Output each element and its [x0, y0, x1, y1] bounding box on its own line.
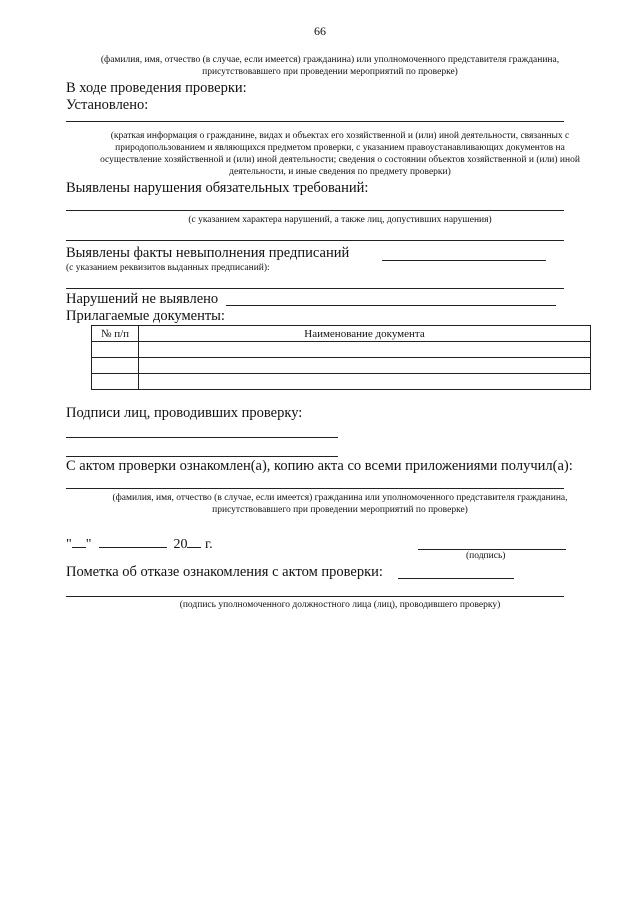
- col-name-header: Наименование документа: [139, 326, 591, 342]
- violations-line-2[interactable]: [66, 240, 564, 241]
- day-input[interactable]: [72, 535, 86, 548]
- row-number-cell[interactable]: [92, 342, 139, 358]
- row-name-cell[interactable]: [139, 374, 591, 390]
- violations-note: (с указанием характера нарушений, а также лиц, допустивших нарушения): [188, 215, 492, 225]
- inspection-note-line3: осуществление хозяйственной и (или) иной деятельности; сведения о состоянии объектов хозяйственной и (или) иной: [100, 155, 580, 165]
- acquainted-line[interactable]: [66, 488, 564, 489]
- prescriptions-inline-line[interactable]: [382, 260, 546, 261]
- signature-note: (подпись): [466, 551, 506, 561]
- violations-line-1[interactable]: [66, 210, 564, 211]
- date-quote-open: ": [66, 537, 72, 552]
- date-quote-close: ": [85, 537, 92, 552]
- established-heading: Установлено:: [66, 97, 149, 113]
- refusal-inline-line[interactable]: [398, 578, 514, 579]
- month-input[interactable]: [99, 535, 167, 548]
- refusal-heading: Пометка об отказе ознакомления с актом проверки:: [66, 564, 383, 580]
- header-note-line2: присутствовавшего при проведении мероприятий по проверке): [202, 67, 458, 77]
- no-violations-line[interactable]: [226, 305, 556, 306]
- year-prefix: 20: [173, 537, 188, 552]
- header-note-line1: (фамилия, имя, отчество (в случае, если имеется) гражданина) или уполномоченного представителя гражданина,: [100, 55, 560, 65]
- signature-line-1[interactable]: [66, 437, 338, 438]
- acquainted-note-line2: присутствовавшего при проведении мероприятий по проверке): [212, 505, 468, 515]
- inspection-heading: В ходе проведения проверки:: [66, 80, 247, 96]
- row-number-cell[interactable]: [92, 358, 139, 374]
- established-line-1[interactable]: [66, 121, 564, 122]
- row-number-cell[interactable]: [92, 374, 139, 390]
- col-number-header: № п/п: [92, 326, 139, 342]
- table-row[interactable]: [92, 342, 591, 358]
- prescriptions-note: (с указанием реквизитов выданных предписаний):: [66, 263, 270, 273]
- signature-line-2[interactable]: [66, 456, 338, 457]
- signatures-heading: Подписи лиц, проводивших проверку:: [66, 405, 303, 421]
- page-number: 66: [314, 24, 326, 38]
- row-name-cell[interactable]: [139, 342, 591, 358]
- prescriptions-heading: Выявлены факты невыполнения предписаний: [66, 245, 350, 261]
- date-field: [66, 535, 213, 553]
- table-row[interactable]: [92, 374, 591, 390]
- signature-date-line[interactable]: [418, 549, 566, 550]
- year-input[interactable]: [187, 535, 201, 548]
- acquainted-heading: С актом проверки ознакомлен(а), копию акта со всеми приложениями получил(а):: [66, 458, 573, 474]
- attachments-table: [91, 325, 591, 390]
- no-violations-label: Нарушений не выявлено: [66, 291, 219, 307]
- inspection-note-line2: природопользованием и являющихся предметом проверки, с указанием правоустанавливающих документов на: [115, 143, 565, 153]
- inspection-note-line1: (краткая информация о гражданине, видах и объектах его хозяйственной и (или) иной деятельности, связанных с: [110, 131, 570, 141]
- attachments-heading: Прилагаемые документы:: [66, 308, 225, 324]
- row-name-cell[interactable]: [139, 358, 591, 374]
- refusal-line[interactable]: [66, 596, 564, 597]
- inspection-note-line4: деятельности, и иные сведения по предмету проверки): [229, 167, 451, 177]
- table-header-row: [92, 326, 591, 342]
- refusal-note: (подпись уполномоченного должностного лица (лиц), проводившего проверку): [179, 600, 501, 610]
- year-suffix: г.: [204, 537, 213, 552]
- acquainted-note-line1: (фамилия, имя, отчество (в случае, если имеется) гражданина или уполномоченного представителя гражданина,: [112, 493, 568, 503]
- violations-heading: Выявлены нарушения обязательных требований:: [66, 180, 369, 196]
- table-row[interactable]: [92, 358, 591, 374]
- prescriptions-line-2[interactable]: [66, 288, 564, 289]
